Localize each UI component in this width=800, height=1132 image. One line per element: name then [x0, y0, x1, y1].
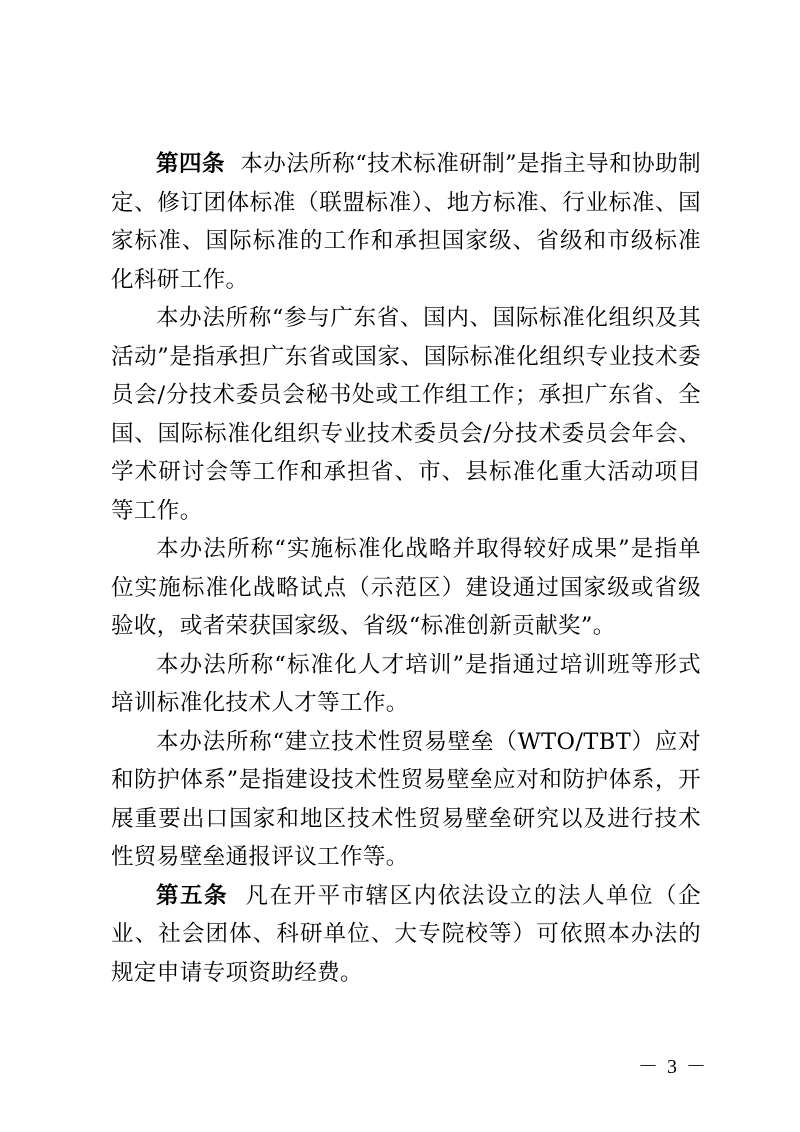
paragraph-article-4 — [111, 145, 701, 299]
paragraph-text: 本办法所称“技术标准研制”是指主导和协助制定、修订团体标准（联盟标准）、地方标准、行业标准、国家标准、国际标准的工作和承担国家级、省级和市级标准化科研工作。 — [111, 151, 702, 293]
paragraph-text: 本办法所称“实施标准化战略并取得较好成果”是指单位实施标准化战略试点（示范区）建设通过国家级或省级验收，或者荣获国家级、省级“标准创新贡献奖”。 — [111, 536, 701, 639]
page-number: － 3 － — [638, 1056, 708, 1078]
paragraph-standardization-activities — [111, 299, 701, 530]
article-heading: 第五条 — [156, 882, 229, 909]
paragraph-text: 本办法所称“建立技术性贸易壁垒（WTO/TBT）应对和防护体系”是指建设技术性贸易壁垒应对和防护体系，开展重要出口国家和地区技术性贸易壁垒研究以及进行技术性贸易壁垒通报评议工作等。 — [111, 728, 701, 870]
paragraph-text: 凡在开平市辖区内依法设立的法人单位（企业、社会团体、科研单位、大专院校等）可依照本办法的规定申请专项资助经费。 — [111, 882, 701, 986]
paragraph-strategy-results — [111, 530, 701, 646]
paragraph-article-5 — [111, 877, 701, 993]
paragraph-wto-tbt — [111, 723, 701, 877]
paragraph-text: 本办法所称“标准化人才培训”是指通过培训班等形式培训标准化技术人才等工作。 — [111, 651, 701, 716]
document-body — [111, 145, 701, 992]
article-heading: 第四条 — [156, 151, 225, 177]
paragraph-text: 本办法所称“参与广东省、国内、国际标准化组织及其活动”是指承担广东省或国家、国际标准化组织专业技术委员会/分技术委员会秘书处或工作组工作；承担广东省、全国、国际标准化组织专业技术委员会/分技术委员会年会、学术研讨会等工作和承担省、市、县标准化重大活动项目等工作。 — [111, 305, 701, 524]
paragraph-talent-training — [111, 646, 701, 723]
